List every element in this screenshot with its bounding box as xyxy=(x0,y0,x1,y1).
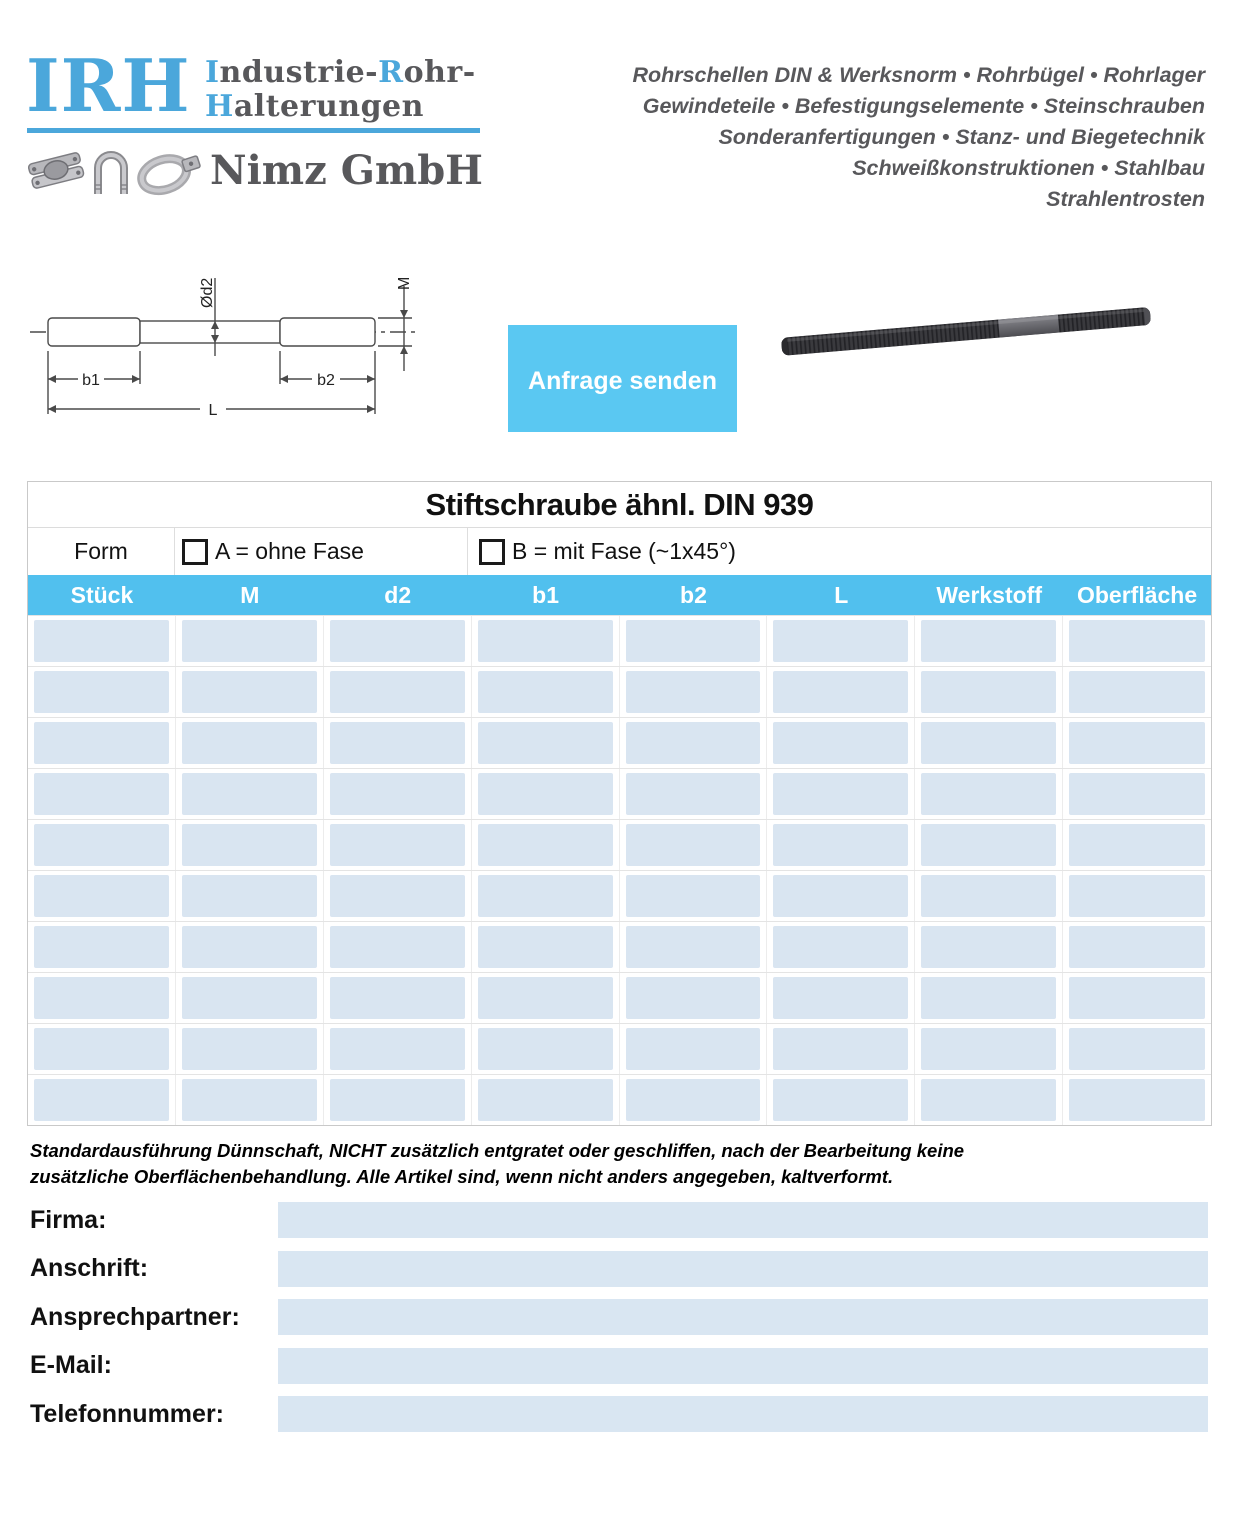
column-header-d2: d2 xyxy=(384,581,412,608)
order-cell-input[interactable] xyxy=(330,722,465,764)
table-cell xyxy=(915,973,1063,1023)
contact-row-email xyxy=(30,1348,1208,1384)
table-cell xyxy=(620,718,768,768)
table-cell xyxy=(620,769,768,819)
tagline-line: Schweißkonstruktionen • Stahlbau xyxy=(852,156,1205,180)
order-cell-input[interactable] xyxy=(330,926,465,968)
table-cell xyxy=(915,718,1063,768)
table-cell xyxy=(472,973,620,1023)
logo-name-line1 xyxy=(205,55,476,90)
logo-divider-rule xyxy=(27,128,480,133)
table-row xyxy=(28,972,1211,1023)
table-row xyxy=(28,615,1211,666)
order-cell-input[interactable] xyxy=(330,773,465,815)
table-cell xyxy=(472,1024,620,1074)
order-cell-input[interactable] xyxy=(773,824,908,866)
table-cell xyxy=(324,1024,472,1074)
telefonnummer-input[interactable] xyxy=(278,1396,1208,1432)
order-cell-input[interactable] xyxy=(921,722,1056,764)
order-cell-input[interactable] xyxy=(921,1028,1056,1070)
order-cell-input[interactable] xyxy=(182,875,317,917)
table-cell xyxy=(1063,667,1211,717)
order-cell-input[interactable] xyxy=(34,620,169,662)
order-cell-input[interactable] xyxy=(1069,671,1205,713)
table-cell xyxy=(620,1075,768,1125)
order-cell-input[interactable] xyxy=(478,926,613,968)
order-cell-input[interactable] xyxy=(330,875,465,917)
order-cell-input[interactable] xyxy=(182,926,317,968)
table-cell xyxy=(767,769,915,819)
table-cell xyxy=(767,667,915,717)
order-cell-input[interactable] xyxy=(182,977,317,1019)
order-cell-input[interactable] xyxy=(626,1079,761,1121)
table-header-row xyxy=(28,575,1211,615)
table-cell xyxy=(767,718,915,768)
table-cell xyxy=(176,871,324,921)
order-cell-input[interactable] xyxy=(773,926,908,968)
tagline-line: Rohrschellen DIN & Werksnorm • Rohrbügel • Rohrlager xyxy=(632,63,1205,87)
column-header-oberflaeche: Oberfläche xyxy=(1076,581,1198,608)
tagline-line: Gewindeteile • Befestigungselemente • Steinschrauben xyxy=(642,94,1205,118)
table-row xyxy=(28,870,1211,921)
table-cell xyxy=(915,1024,1063,1074)
table-cell xyxy=(324,871,472,921)
table-cell xyxy=(28,1075,176,1125)
table-cell xyxy=(176,973,324,1023)
table-cell xyxy=(176,1075,324,1125)
table-cell xyxy=(176,769,324,819)
table-cell xyxy=(472,769,620,819)
email-input[interactable] xyxy=(278,1348,1208,1384)
table-row xyxy=(28,666,1211,717)
table-cell xyxy=(176,1024,324,1074)
table-row xyxy=(28,768,1211,819)
form-a-label: A = ohne Fase xyxy=(215,538,364,564)
table-cell xyxy=(620,616,768,666)
order-cell-input[interactable] xyxy=(34,875,169,917)
form-b-label: B = mit Fase (~1x45°) xyxy=(512,538,736,564)
order-cell-input[interactable] xyxy=(626,773,761,815)
table-cell xyxy=(28,973,176,1023)
table-cell xyxy=(472,871,620,921)
table-cell xyxy=(324,922,472,972)
table-cell xyxy=(767,871,915,921)
logo-lead-h: H xyxy=(205,89,234,124)
firma-input[interactable] xyxy=(278,1202,1208,1238)
order-cell-input[interactable] xyxy=(1069,1028,1205,1070)
order-table xyxy=(27,481,1212,1126)
logo-rest-2: ohr- xyxy=(403,55,476,90)
table-cell xyxy=(1063,922,1211,972)
order-cell-input[interactable] xyxy=(34,773,169,815)
order-cell-input[interactable] xyxy=(34,671,169,713)
order-cell-input[interactable] xyxy=(773,620,908,662)
order-cell-input[interactable] xyxy=(626,875,761,917)
product-icons xyxy=(28,138,208,205)
order-cell-input[interactable] xyxy=(330,620,465,662)
table-cell xyxy=(620,871,768,921)
table-cell xyxy=(915,616,1063,666)
pipe-clamp-assembly-icon xyxy=(28,152,84,189)
order-cell-input[interactable] xyxy=(182,722,317,764)
table-cell xyxy=(915,871,1063,921)
shaft-section xyxy=(140,321,280,343)
stud-product-photo xyxy=(773,298,1168,378)
table-title: Stiftschraube ähnl. DIN 939 xyxy=(28,482,1211,528)
table-cell xyxy=(472,718,620,768)
table-cell xyxy=(767,922,915,972)
order-cell-input[interactable] xyxy=(478,1028,613,1070)
form-selection-row xyxy=(28,528,1211,575)
table-cell xyxy=(472,922,620,972)
dim-b2-label: b2 xyxy=(317,372,335,389)
contact-row-firma xyxy=(30,1202,1208,1238)
order-cell-input[interactable] xyxy=(182,620,317,662)
table-row xyxy=(28,819,1211,870)
order-cell-input[interactable] xyxy=(478,671,613,713)
firma-label: Firma: xyxy=(30,1205,107,1234)
table-cell xyxy=(1063,871,1211,921)
table-cell xyxy=(620,973,768,1023)
table-cell xyxy=(620,667,768,717)
order-cell-input[interactable] xyxy=(1069,977,1205,1019)
order-table-body xyxy=(28,615,1211,1125)
order-cell-input[interactable] xyxy=(773,773,908,815)
order-cell-input[interactable] xyxy=(921,620,1056,662)
order-cell-input[interactable] xyxy=(921,926,1056,968)
table-cell xyxy=(324,1075,472,1125)
table-cell xyxy=(472,1075,620,1125)
order-cell-input[interactable] xyxy=(1069,875,1205,917)
stud-technical-drawing xyxy=(28,256,458,461)
logo-rest-3: alterungen xyxy=(233,89,424,124)
order-cell-input[interactable] xyxy=(773,875,908,917)
table-cell xyxy=(1063,1024,1211,1074)
order-cell-input[interactable] xyxy=(330,671,465,713)
order-cell-input[interactable] xyxy=(478,824,613,866)
column-header-stueck: Stück xyxy=(70,581,134,608)
table-cell xyxy=(28,769,176,819)
table-cell xyxy=(176,616,324,666)
table-cell xyxy=(620,1024,768,1074)
thread-section-b2 xyxy=(280,318,375,346)
table-cell xyxy=(1063,616,1211,666)
logo-lead-i: I xyxy=(205,55,220,90)
table-cell xyxy=(324,718,472,768)
column-header-m: M xyxy=(240,581,260,608)
table-cell xyxy=(176,718,324,768)
form-a-checkbox[interactable] xyxy=(182,539,208,565)
table-row xyxy=(28,1023,1211,1074)
table-cell xyxy=(28,1024,176,1074)
order-cell-input[interactable] xyxy=(773,977,908,1019)
order-cell-input[interactable] xyxy=(1069,1079,1205,1121)
anfrage-senden-button[interactable]: Anfrage senden xyxy=(508,325,737,432)
table-cell xyxy=(28,616,176,666)
table-cell xyxy=(1063,1075,1211,1125)
table-cell xyxy=(1063,820,1211,870)
logo-name-line2 xyxy=(205,89,424,124)
order-cell-input[interactable] xyxy=(921,1079,1056,1121)
ansprechpartner-label: Ansprechpartner: xyxy=(30,1302,240,1331)
table-cell xyxy=(324,667,472,717)
column-header-l: L xyxy=(834,581,849,608)
irh-logo-acronym: IRH xyxy=(26,43,191,128)
order-cell-input[interactable] xyxy=(330,824,465,866)
table-cell xyxy=(176,820,324,870)
dim-l-label: L xyxy=(208,402,218,419)
contact-form xyxy=(30,1202,1208,1445)
form-option-a xyxy=(175,528,468,575)
contact-row-ansprechpartner xyxy=(30,1299,1208,1335)
table-cell xyxy=(767,1075,915,1125)
tagline-line: Strahlentrosten xyxy=(1046,187,1205,211)
table-cell xyxy=(767,973,915,1023)
order-cell-input[interactable] xyxy=(626,620,761,662)
order-cell-input[interactable] xyxy=(34,1079,169,1121)
order-cell-input[interactable] xyxy=(478,875,613,917)
table-cell xyxy=(620,820,768,870)
order-cell-input[interactable] xyxy=(478,620,613,662)
order-cell-input[interactable] xyxy=(182,1079,317,1121)
form-label: Form xyxy=(28,528,175,575)
order-cell-input[interactable] xyxy=(773,722,908,764)
order-cell-input[interactable] xyxy=(773,671,908,713)
dim-m-label: M xyxy=(396,276,413,290)
table-cell xyxy=(28,718,176,768)
order-cell-input[interactable] xyxy=(1069,773,1205,815)
table-cell xyxy=(28,667,176,717)
form-option-b xyxy=(468,528,1211,575)
ansprechpartner-input[interactable] xyxy=(278,1299,1208,1335)
order-cell-input[interactable] xyxy=(626,926,761,968)
order-cell-input[interactable] xyxy=(921,824,1056,866)
company-name: Nimz GmbH xyxy=(210,147,483,194)
order-cell-input[interactable] xyxy=(182,773,317,815)
order-cell-input[interactable] xyxy=(34,926,169,968)
table-cell xyxy=(28,922,176,972)
dim-b1-label: b1 xyxy=(82,372,100,389)
order-cell-input[interactable] xyxy=(34,1028,169,1070)
order-cell-input[interactable] xyxy=(34,824,169,866)
logo-rest-1: ndustrie- xyxy=(219,55,379,90)
order-cell-input[interactable] xyxy=(478,977,613,1019)
anschrift-label: Anschrift: xyxy=(30,1254,149,1282)
order-cell-input[interactable] xyxy=(478,773,613,815)
table-cell xyxy=(324,769,472,819)
table-cell xyxy=(915,769,1063,819)
table-cell xyxy=(1063,769,1211,819)
order-cell-input[interactable] xyxy=(626,671,761,713)
order-cell-input[interactable] xyxy=(330,1028,465,1070)
dim-d2-label: Ød2 xyxy=(199,277,216,308)
order-cell-input[interactable] xyxy=(626,722,761,764)
order-cell-input[interactable] xyxy=(1069,824,1205,866)
order-cell-input[interactable] xyxy=(921,773,1056,815)
column-header-werkstoff: Werkstoff xyxy=(936,581,1043,608)
order-cell-input[interactable] xyxy=(182,1028,317,1070)
table-cell xyxy=(324,973,472,1023)
order-cell-input[interactable] xyxy=(921,977,1056,1019)
contact-row-telefonnummer xyxy=(30,1396,1208,1432)
tagline-line: Sonderanfertigungen • Stanz- und Biegetechnik xyxy=(718,125,1205,149)
table-cell xyxy=(767,1024,915,1074)
order-cell-input[interactable] xyxy=(34,977,169,1019)
table-cell xyxy=(1063,718,1211,768)
table-cell xyxy=(915,667,1063,717)
table-cell xyxy=(915,922,1063,972)
table-row xyxy=(28,1074,1211,1125)
table-cell xyxy=(620,922,768,972)
table-row xyxy=(28,921,1211,972)
form-b-checkbox[interactable] xyxy=(479,539,505,565)
order-cell-input[interactable] xyxy=(1069,722,1205,764)
table-cell xyxy=(767,820,915,870)
email-label: E-Mail: xyxy=(30,1351,112,1379)
table-cell xyxy=(767,616,915,666)
order-cell-input[interactable] xyxy=(626,824,761,866)
order-cell-input[interactable] xyxy=(626,1028,761,1070)
column-header-b2: b2 xyxy=(680,581,707,608)
order-cell-input[interactable] xyxy=(626,977,761,1019)
table-row xyxy=(28,717,1211,768)
order-cell-input[interactable] xyxy=(478,1079,613,1121)
order-cell-input[interactable] xyxy=(773,1028,908,1070)
order-cell-input[interactable] xyxy=(182,824,317,866)
thread-section-b1 xyxy=(48,318,140,346)
company-tagline xyxy=(505,60,1205,215)
table-cell xyxy=(176,922,324,972)
order-cell-input[interactable] xyxy=(1069,926,1205,968)
contact-row-anschrift xyxy=(30,1251,1208,1287)
order-cell-input[interactable] xyxy=(34,722,169,764)
order-cell-input[interactable] xyxy=(921,875,1056,917)
table-cell xyxy=(915,820,1063,870)
ring-clamp-icon xyxy=(138,149,204,196)
order-cell-input[interactable] xyxy=(330,1079,465,1121)
order-cell-input[interactable] xyxy=(921,671,1056,713)
table-cell xyxy=(324,616,472,666)
u-bolt-icon xyxy=(95,155,127,194)
table-cell xyxy=(28,820,176,870)
telefonnummer-label: Telefonnummer: xyxy=(30,1399,224,1428)
logo-lead-r: R xyxy=(378,55,404,90)
table-cell xyxy=(472,820,620,870)
standard-note: Standardausführung Dünnschaft, NICHT zusätzlich entgratet oder geschliffen, nach der Bearbeitung keine zusätzliche Oberflächenbehandlung. Alle Artikel sind, wenn nicht anders angegeben, kaltverformt. xyxy=(30,1140,965,1187)
table-cell xyxy=(915,1075,1063,1125)
order-cell-input[interactable] xyxy=(182,671,317,713)
anschrift-input[interactable] xyxy=(278,1251,1208,1287)
table-cell xyxy=(472,667,620,717)
order-cell-input[interactable] xyxy=(478,722,613,764)
order-cell-input[interactable] xyxy=(1069,620,1205,662)
table-cell xyxy=(28,871,176,921)
order-cell-input[interactable] xyxy=(773,1079,908,1121)
table-cell xyxy=(472,616,620,666)
table-cell xyxy=(176,667,324,717)
column-header-b1: b1 xyxy=(532,581,559,608)
order-cell-input[interactable] xyxy=(330,977,465,1019)
table-cell xyxy=(1063,973,1211,1023)
table-cell xyxy=(324,820,472,870)
